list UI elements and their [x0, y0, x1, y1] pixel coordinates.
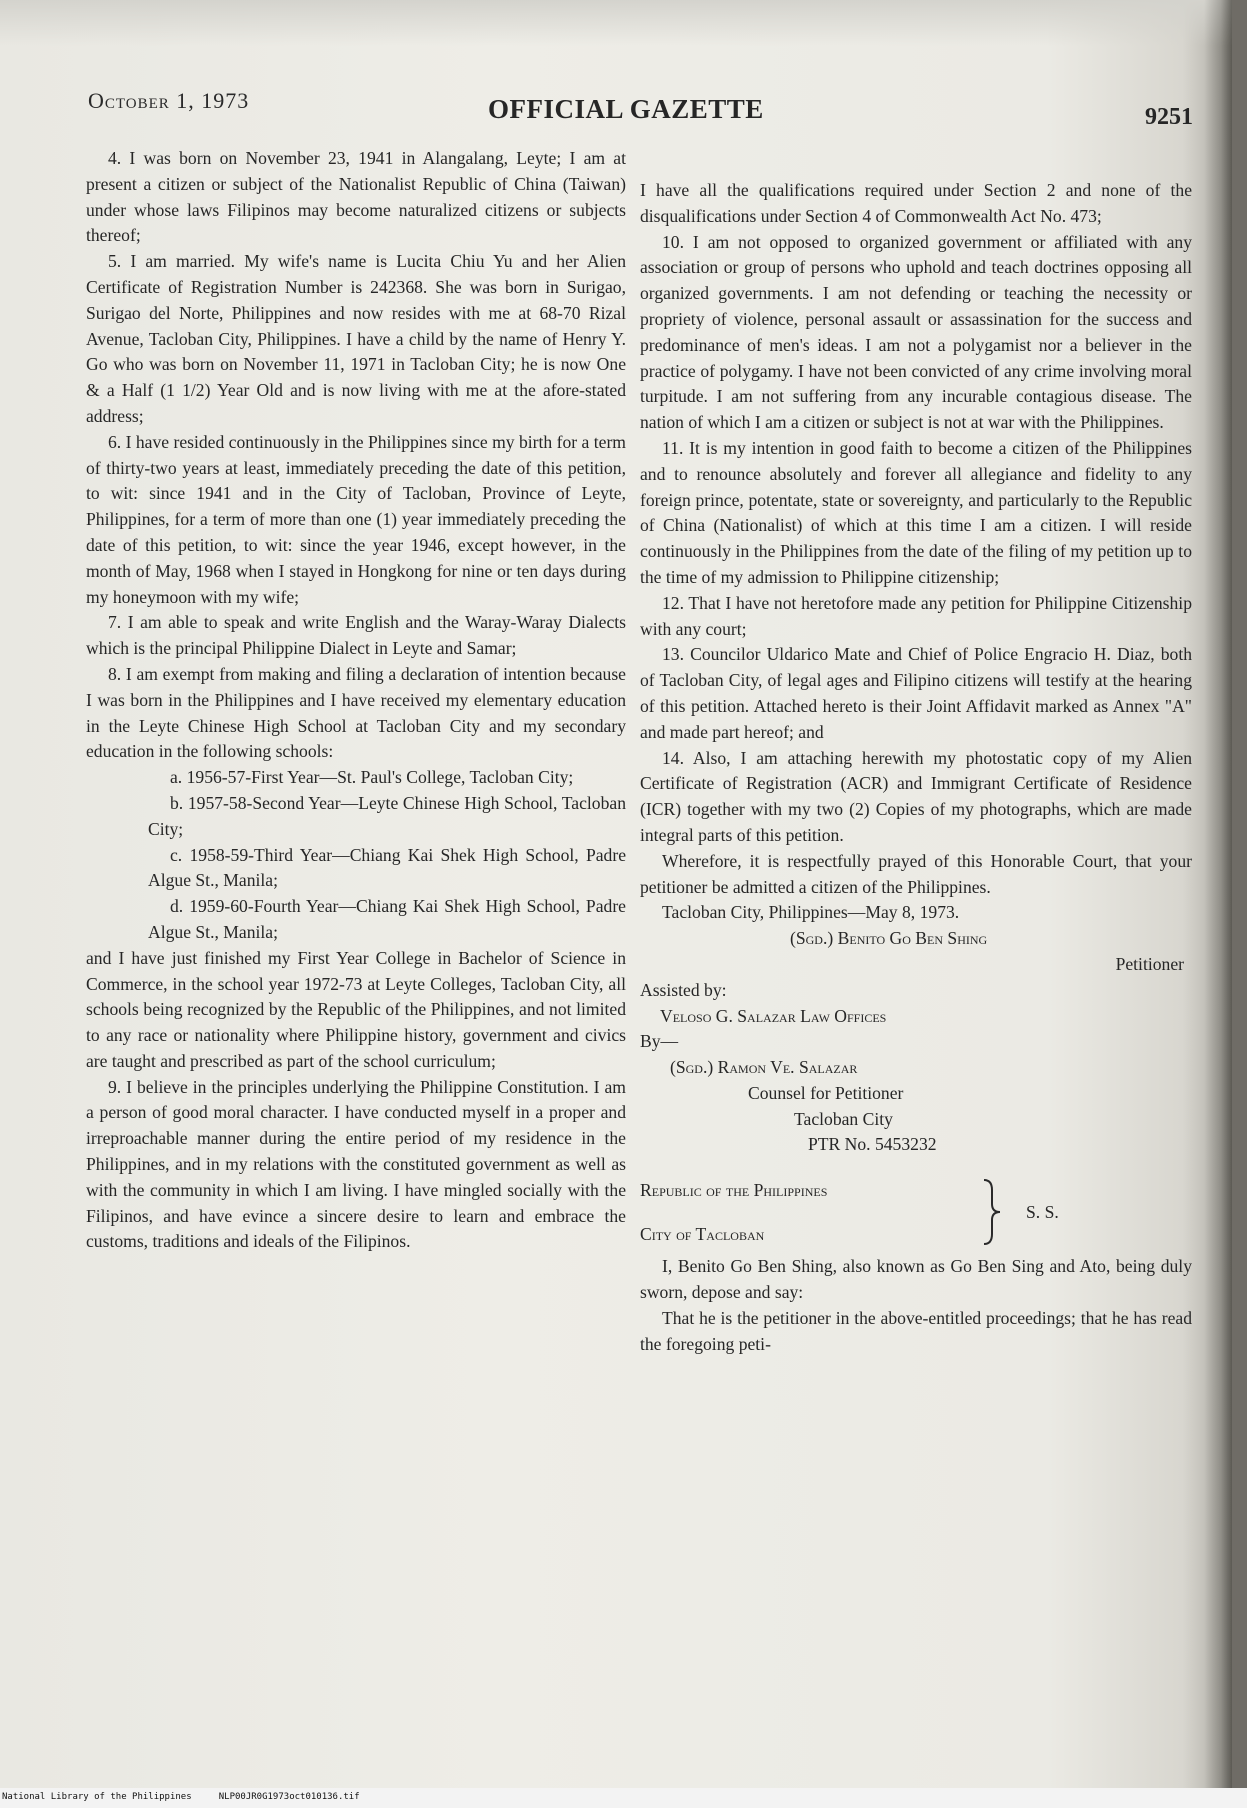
footer-library: National Library of the Philippines [2, 1792, 192, 1802]
paragraph-9-continued: I have all the qualifications required under Section 2 and none of the disqualifications under Section 4 of Commonwealth Act No. 473; [640, 180, 1192, 226]
paragraph-12: 12. That I have not heretofore made any petition for Philippine Citizenship with any court; [640, 592, 1192, 639]
ptr-number: PTR No. 5453232 [808, 1134, 937, 1155]
paragraph-7: 7. I am able to speak and write English and the Waray-Waray Dialects which is the principal Philippine Dialect in Leyte and Samar; [86, 612, 626, 659]
counsel-role: Counsel for Petitioner [748, 1082, 904, 1103]
header-title: OFFICIAL GAZETTE [488, 94, 764, 124]
paragraph-11: 11. It is my intention in good faith to become a citizen of the Philippines and to renounce absolutely and forever all allegiance and fidelity to any foreign prince, potentate, state or sovereignty, and particularly to the Republic of China (Nationalist) of which at this time I am a citizen. I will reside continuously in the Philippines from the date of the filing of my petition up to the time of my admission to Philippine citizenship; [640, 437, 1192, 587]
oath-paragraph: I, Benito Go Ben Shing, also known as Go Ben Sing and Ato, being duly sworn, depose and say: [640, 1256, 1192, 1303]
assisted-by-label: Assisted by: [640, 979, 727, 1000]
page-number: 9251 [1145, 104, 1193, 130]
oath-continued: That he is the petitioner in the above-entitled proceedings; that he has read the foregoing peti- [640, 1307, 1192, 1354]
paragraph-9: 9. I believe in the principles underlying the Philippine Constitution. I am a person of good moral character. I have conducted myself in a proper and irreproachable manner during the entire period of my residence in the Philippines, and in my relations with the constituted government as well as with the community in which I am living. I have mingled socially with the Filipinos, and have evince a sincere desire to learn and embrace the customs, traditions and ideals of the Filipinos. [86, 1076, 626, 1252]
law-firm-name: Veloso G. Salazar Law Offices [660, 1005, 887, 1026]
left-column [86, 146, 626, 1255]
right-column [640, 178, 1192, 1357]
right-brace-icon [982, 1178, 1004, 1246]
venue-city: City of Tacloban [640, 1224, 765, 1245]
paragraph-14: 14. Also, I am attaching herewith my photostatic copy of my Alien Certificate of Registration (ACR) and Immigrant Certificate of Residence (ICR) together with my two (2) Copies of my photographs, which are made integral parts of this petition. [640, 747, 1192, 845]
petitioner-signature: (Sgd.) Benito Go Ben Shing [790, 928, 988, 949]
wherefore-paragraph: Wherefore, it is respectfully prayed of this Honorable Court, that your petitioner be admitted a citizen of the Philippines. [640, 850, 1192, 897]
school-item-a: a. 1956-57-First Year—St. Paul's College, Tacloban City; [170, 767, 574, 788]
school-item-c: c. 1958-59-Third Year—Chiang Kai Shek High School, Padre Algue St., Manila; [148, 844, 626, 891]
school-item-d: d. 1959-60-Fourth Year—Chiang Kai Shek High School, Padre Algue St., Manila; [148, 896, 626, 942]
counsel-signature: (Sgd.) Ramon Ve. Salazar [670, 1057, 858, 1078]
venue-ss: S. S. [1026, 1202, 1059, 1223]
footer-file: NLP00JR0G1973oct010136.tif [218, 1792, 360, 1802]
paragraph-5: 5. I am married. My wife's name is Lucita Chiu Yu and her Alien Certificate of Registration Number is 242368. She was born in Surigao, Surigao del Norte, Philippines and now resides with me at 68-70 Rizal Avenue, Tacloban City, Philippines. I have a child by the name of Henry Y. Go who was born on November 11, 1971 in Tacloban City; he is now One & a Half (1 1/2) Year Old and is now living with me at the afore-stated address; [86, 251, 626, 426]
date-line: Tacloban City, Philippines—May 8, 1973. [662, 902, 960, 923]
paragraph-13: 13. Councilor Uldarico Mate and Chief of Police Engracio H. Diaz, both of Tacloban City, of legal ages and Filipino citizens will testify at the hearing of this petition. Attached hereto is their Joint Affidavit marked as Annex "A" and made part hereof; and [640, 644, 1192, 742]
venue-republic: Republic of the Philippines [640, 1180, 828, 1201]
paragraph-4: 4. I was born on November 23, 1941 in Alangalang, Leyte; I am at present a citizen or subject of the Nationalist Republic of China (Taiwan) under whose laws Filipinos may become naturalized citizens or subjects thereof; [86, 148, 626, 246]
scan-footer [2, 1792, 360, 1802]
venue-block [640, 1176, 1192, 1250]
by-label: By— [640, 1031, 679, 1052]
paragraph-10: 10. I am not opposed to organized government or affiliated with any association or group of persons who uphold and teach doctrines opposing all organized governments. I am not defending or teaching the necessity or propriety of violence, personal assault or assassination for the success and predominance of men's ideas. I am not a polygamist nor a believer in the practice of polygamy. I have not been convicted of any crime involving moral turpitude. I am not suffering from any incurable contagious disease. The nation of which I am a citizen or subject is not at war with the Philippines. [640, 231, 1192, 433]
counsel-city: Tacloban City [794, 1108, 893, 1129]
petitioner-label: Petitioner [1115, 953, 1184, 974]
paragraph-8: 8. I am exempt from making and filing a declaration of intention because I was born in the Philippines and I have received my elementary education in the Leyte Chinese High School at Tacloban City and my secondary education in the following schools: [86, 663, 626, 762]
header-date: October 1, 1973 [88, 88, 250, 113]
paragraph-8-continued: and I have just finished my First Year College in Bachelor of Science in Commerce, in the school year 1972-73 at Leyte Colleges, Tacloban City, all schools being recognized by the Republic of the Philippines, and not limited to any race or nationality where Philippine history, government and civics are taught and prescribed as part of the school curriculum; [86, 947, 626, 1071]
scan-edge-shadow [1204, 0, 1232, 1800]
paragraph-6: 6. I have resided continuously in the Philippines since my birth for a term of thirty-two years at least, immediately preceding the date of this petition, to wit: since 1941 and in the City of Tacloban, Province of Leyte, Philippines, for a term of more than one (1) year immediately preceding the date of this petition, to wit: since the year 1946, except however, in the month of May, 1968 when I stayed in Hongkong for nine or ten days during my honeymoon with my wife; [86, 431, 626, 607]
scan-top-shadow [0, 0, 1232, 46]
school-item-b: b. 1957-58-Second Year—Leyte Chinese High School, Tacloban City; [148, 792, 626, 839]
